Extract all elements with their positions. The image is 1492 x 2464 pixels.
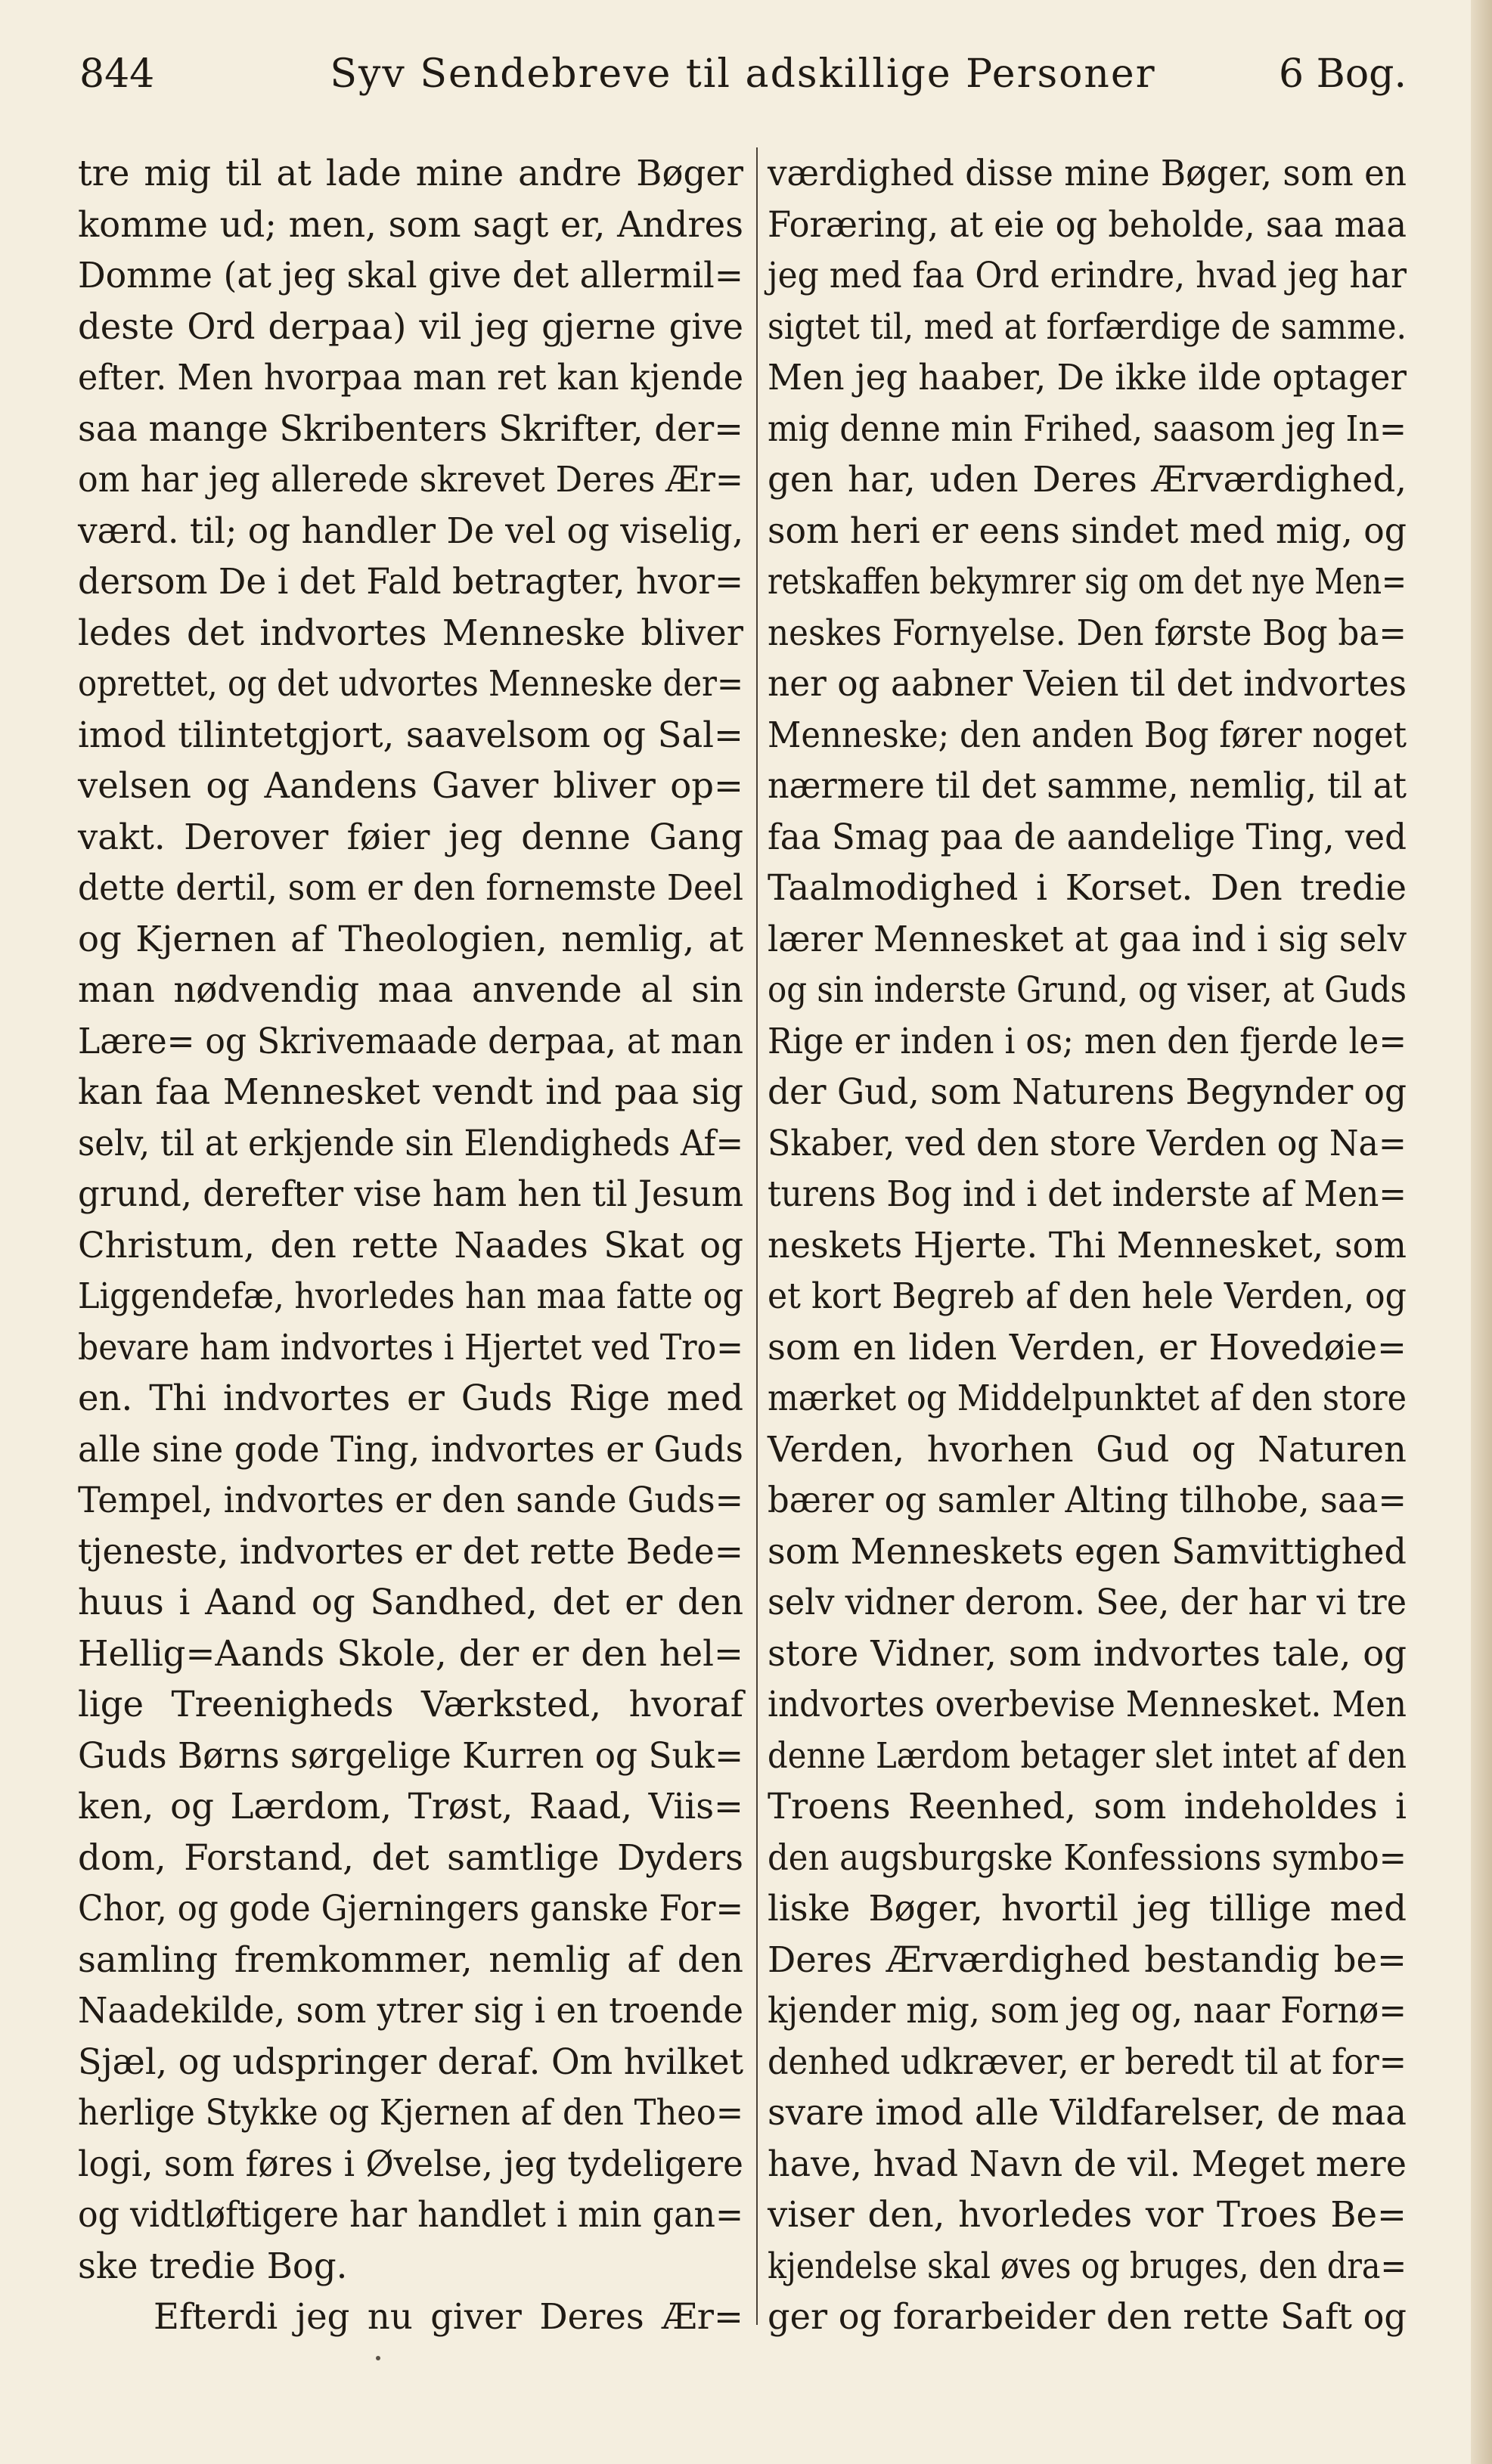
text-line: Chor, og gode Gjerningers ganske For= [78, 1888, 744, 1929]
text-line: alle sine gode Ting, indvortes er Guds [78, 1428, 743, 1470]
text-line: Taalmodighed i Korset. Den tredie [768, 867, 1407, 908]
text-line: Lære= og Skrivemaade derpaa, at man [78, 1020, 743, 1062]
text-line: Men jeg haaber, De ikke ilde optager [768, 357, 1407, 398]
text-line: som heri er eens sindet med mig, og [768, 510, 1407, 551]
text-line: Christum, den rette Naades Skat og [78, 1224, 744, 1266]
text-line: værdighed disse mine Bøger, som en [768, 153, 1407, 194]
running-title: Syv Sendebreve til adskillige Personer [330, 51, 1156, 97]
text-line: Verden, hvorhen Gud og Naturen [768, 1428, 1407, 1470]
text-line: jeg med faa Ord erindre, hvad jeg har [768, 255, 1407, 296]
text-line: faa Smag paa de aandelige Ting, ved [768, 816, 1407, 857]
text-line: velsen og Aandens Gaver bliver op= [78, 765, 743, 806]
text-line: denhed udkræver, er beredt til at for= [768, 2041, 1407, 2082]
text-line: bevare ham indvortes i Hjertet ved Tro= [78, 1326, 743, 1368]
text-line: komme ud; men, som sagt er, Andres [78, 203, 743, 245]
text-line: et kort Begreb af den hele Verden, og [768, 1275, 1407, 1316]
text-line: huus i Aand og Sandhed, det er den [78, 1582, 744, 1623]
text-line: Domme (at jeg skal give det allermil= [78, 255, 744, 296]
text-line: dom, Forstand, det samtlige Dyders [78, 1836, 744, 1878]
text-line: dette dertil, som er den fornemste Deel [78, 867, 743, 908]
text-line: imod tilintetgjort, saavelsom og Sal= [78, 714, 744, 755]
text-line: logi, som føres i Øvelse, jeg tydeligere [78, 2143, 743, 2184]
text-line: nærmere til det samme, nemlig, til at [768, 765, 1407, 806]
text-line: Efterdi jeg nu giver Deres Ær= [154, 2296, 743, 2337]
text-line: store Vidner, som indvortes tale, og [768, 1632, 1407, 1674]
text-line: denne Lærdom betager slet intet af den [768, 1734, 1407, 1776]
text-line: Troens Reenhed, som indeholdes i [768, 1786, 1407, 1827]
text-line: Menneske; den anden Bog fører noget [768, 714, 1407, 755]
text-line: mærket og Middelpunktet af den store [768, 1378, 1407, 1418]
text-line: selv vidner derom. See, der har vi tre [768, 1582, 1407, 1623]
text-line: ken, og Lærdom, Trøst, Raad, Viis= [78, 1786, 744, 1827]
text-line: Hellig=Aands Skole, der er den hel= [78, 1632, 743, 1674]
print-mark [376, 2356, 380, 2360]
text-line: man nødvendig maa anvende al sin [78, 969, 743, 1010]
text-line: Liggendefæ, hvorledes han maa fatte og [78, 1275, 744, 1316]
text-line: kjendelse skal øves og bruges, den dra= [768, 2245, 1407, 2286]
text-line: oprettet, og det udvortes Menneske der= [78, 663, 743, 704]
text-line: turens Bog ind i det inderste af Men= [768, 1173, 1407, 1214]
text-line: Guds Børns sørgelige Kurren og Suk= [78, 1734, 744, 1776]
text-line: kan faa Mennesket vendt ind paa sig [78, 1071, 743, 1112]
text-line: kjender mig, som jeg og, naar Fornø= [768, 1990, 1407, 2031]
book-number: 6 Bog. [1279, 51, 1407, 97]
text-line: vakt. Derover føier jeg denne Gang [78, 816, 743, 857]
text-line: ske tredie Bog. [78, 2245, 348, 2286]
text-line: ner og aabner Veien til det indvortes [768, 663, 1407, 704]
text-line: ger og forarbeider den rette Saft og [768, 2296, 1407, 2337]
text-line: og sin inderste Grund, og viser, at Guds [768, 969, 1407, 1010]
text-line: lige Treenigheds Værksted, hvoraf [78, 1684, 743, 1725]
text-line: dersom De i det Fald betragter, hvor= [78, 561, 744, 602]
text-line: saa mange Skribenters Skrifter, der= [78, 408, 744, 449]
text-line: Foræring, at eie og beholde, saa maa [768, 203, 1407, 245]
text-line: der Gud, som Naturens Begynder og [768, 1071, 1407, 1112]
text-line: mig denne min Frihed, saasom jeg In= [768, 408, 1407, 449]
text-line: Tempel, indvortes er den sande Guds= [78, 1480, 744, 1520]
text-line: selv, til at erkjende sin Elendigheds Af= [78, 1122, 744, 1164]
text-line: viser den, hvorledes vor Troes Be= [768, 2194, 1407, 2235]
text-line: gen har, uden Deres Ærværdighed, [768, 459, 1407, 500]
text-line: og Kjernen af Theologien, nemlig, at [78, 918, 744, 959]
page-edge [1471, 0, 1492, 2464]
text-line: tre mig til at lade mine andre Bøger [78, 153, 743, 194]
text-line: som Menneskets egen Samvittighed [768, 1530, 1407, 1572]
text-line: samling fremkommer, nemlig af den [78, 1939, 744, 1980]
text-line: ledes det indvortes Menneske bliver [78, 612, 743, 653]
text-line: Naadekilde, som ytrer sig i en troende [78, 1990, 744, 2031]
text-line: Deres Ærværdighed bestandig be= [768, 1939, 1407, 1980]
text-line: herlige Stykke og Kjernen af den Theo= [78, 2092, 744, 2133]
text-line: liske Bøger, hvortil jeg tillige med [768, 1888, 1407, 1929]
text-line: lærer Mennesket at gaa ind i sig selv [768, 918, 1407, 959]
text-line: Rige er inden i os; men den fjerde le= [768, 1020, 1407, 1062]
text-line: neskets Hjerte. Thi Mennesket, som [768, 1224, 1407, 1266]
running-header [79, 44, 1407, 104]
page-number: 844 [79, 51, 155, 97]
text-line: Skaber, ved den store Verden og Na= [768, 1122, 1407, 1164]
text-line: retskaffen bekymrer sig om det nye Men= [768, 561, 1407, 602]
text-line: om har jeg allerede skrevet Deres Ær= [78, 459, 743, 500]
text-line: efter. Men hvorpaa man ret kan kjende [78, 357, 743, 398]
text-line: og vidtløftigere har handlet i min gan= [78, 2194, 744, 2235]
right-text-column [768, 148, 1407, 2343]
text-line: en. Thi indvortes er Guds Rige med [78, 1378, 744, 1418]
column-divider [756, 147, 758, 2325]
text-line: indvortes overbevise Mennesket. Men [768, 1684, 1407, 1725]
text-line: neskes Fornyelse. Den første Bog ba= [768, 612, 1407, 653]
text-line: værd. til; og handler De vel og viselig, [78, 510, 744, 551]
left-text-column [78, 148, 743, 2343]
text-line: deste Ord derpaa) vil jeg gjerne give [78, 305, 744, 347]
text-line: Sjæl, og udspringer deraf. Om hvilket [78, 2041, 744, 2082]
text-line: bærer og samler Alting tilhobe, saa= [768, 1480, 1407, 1520]
text-line: den augsburgske Konfessions symbo= [768, 1836, 1407, 1878]
text-line: sigtet til, med at forfærdige de samme. [768, 305, 1407, 347]
text-line: svare imod alle Vildfarelser, de maa [768, 2092, 1407, 2133]
text-line: have, hvad Navn de vil. Meget mere [768, 2143, 1407, 2184]
text-line: grund, derefter vise ham hen til Jesum [78, 1173, 743, 1214]
text-line: som en liden Verden, er Hovedøie= [768, 1326, 1407, 1368]
text-line: tjeneste, indvortes er det rette Bede= [78, 1530, 743, 1572]
